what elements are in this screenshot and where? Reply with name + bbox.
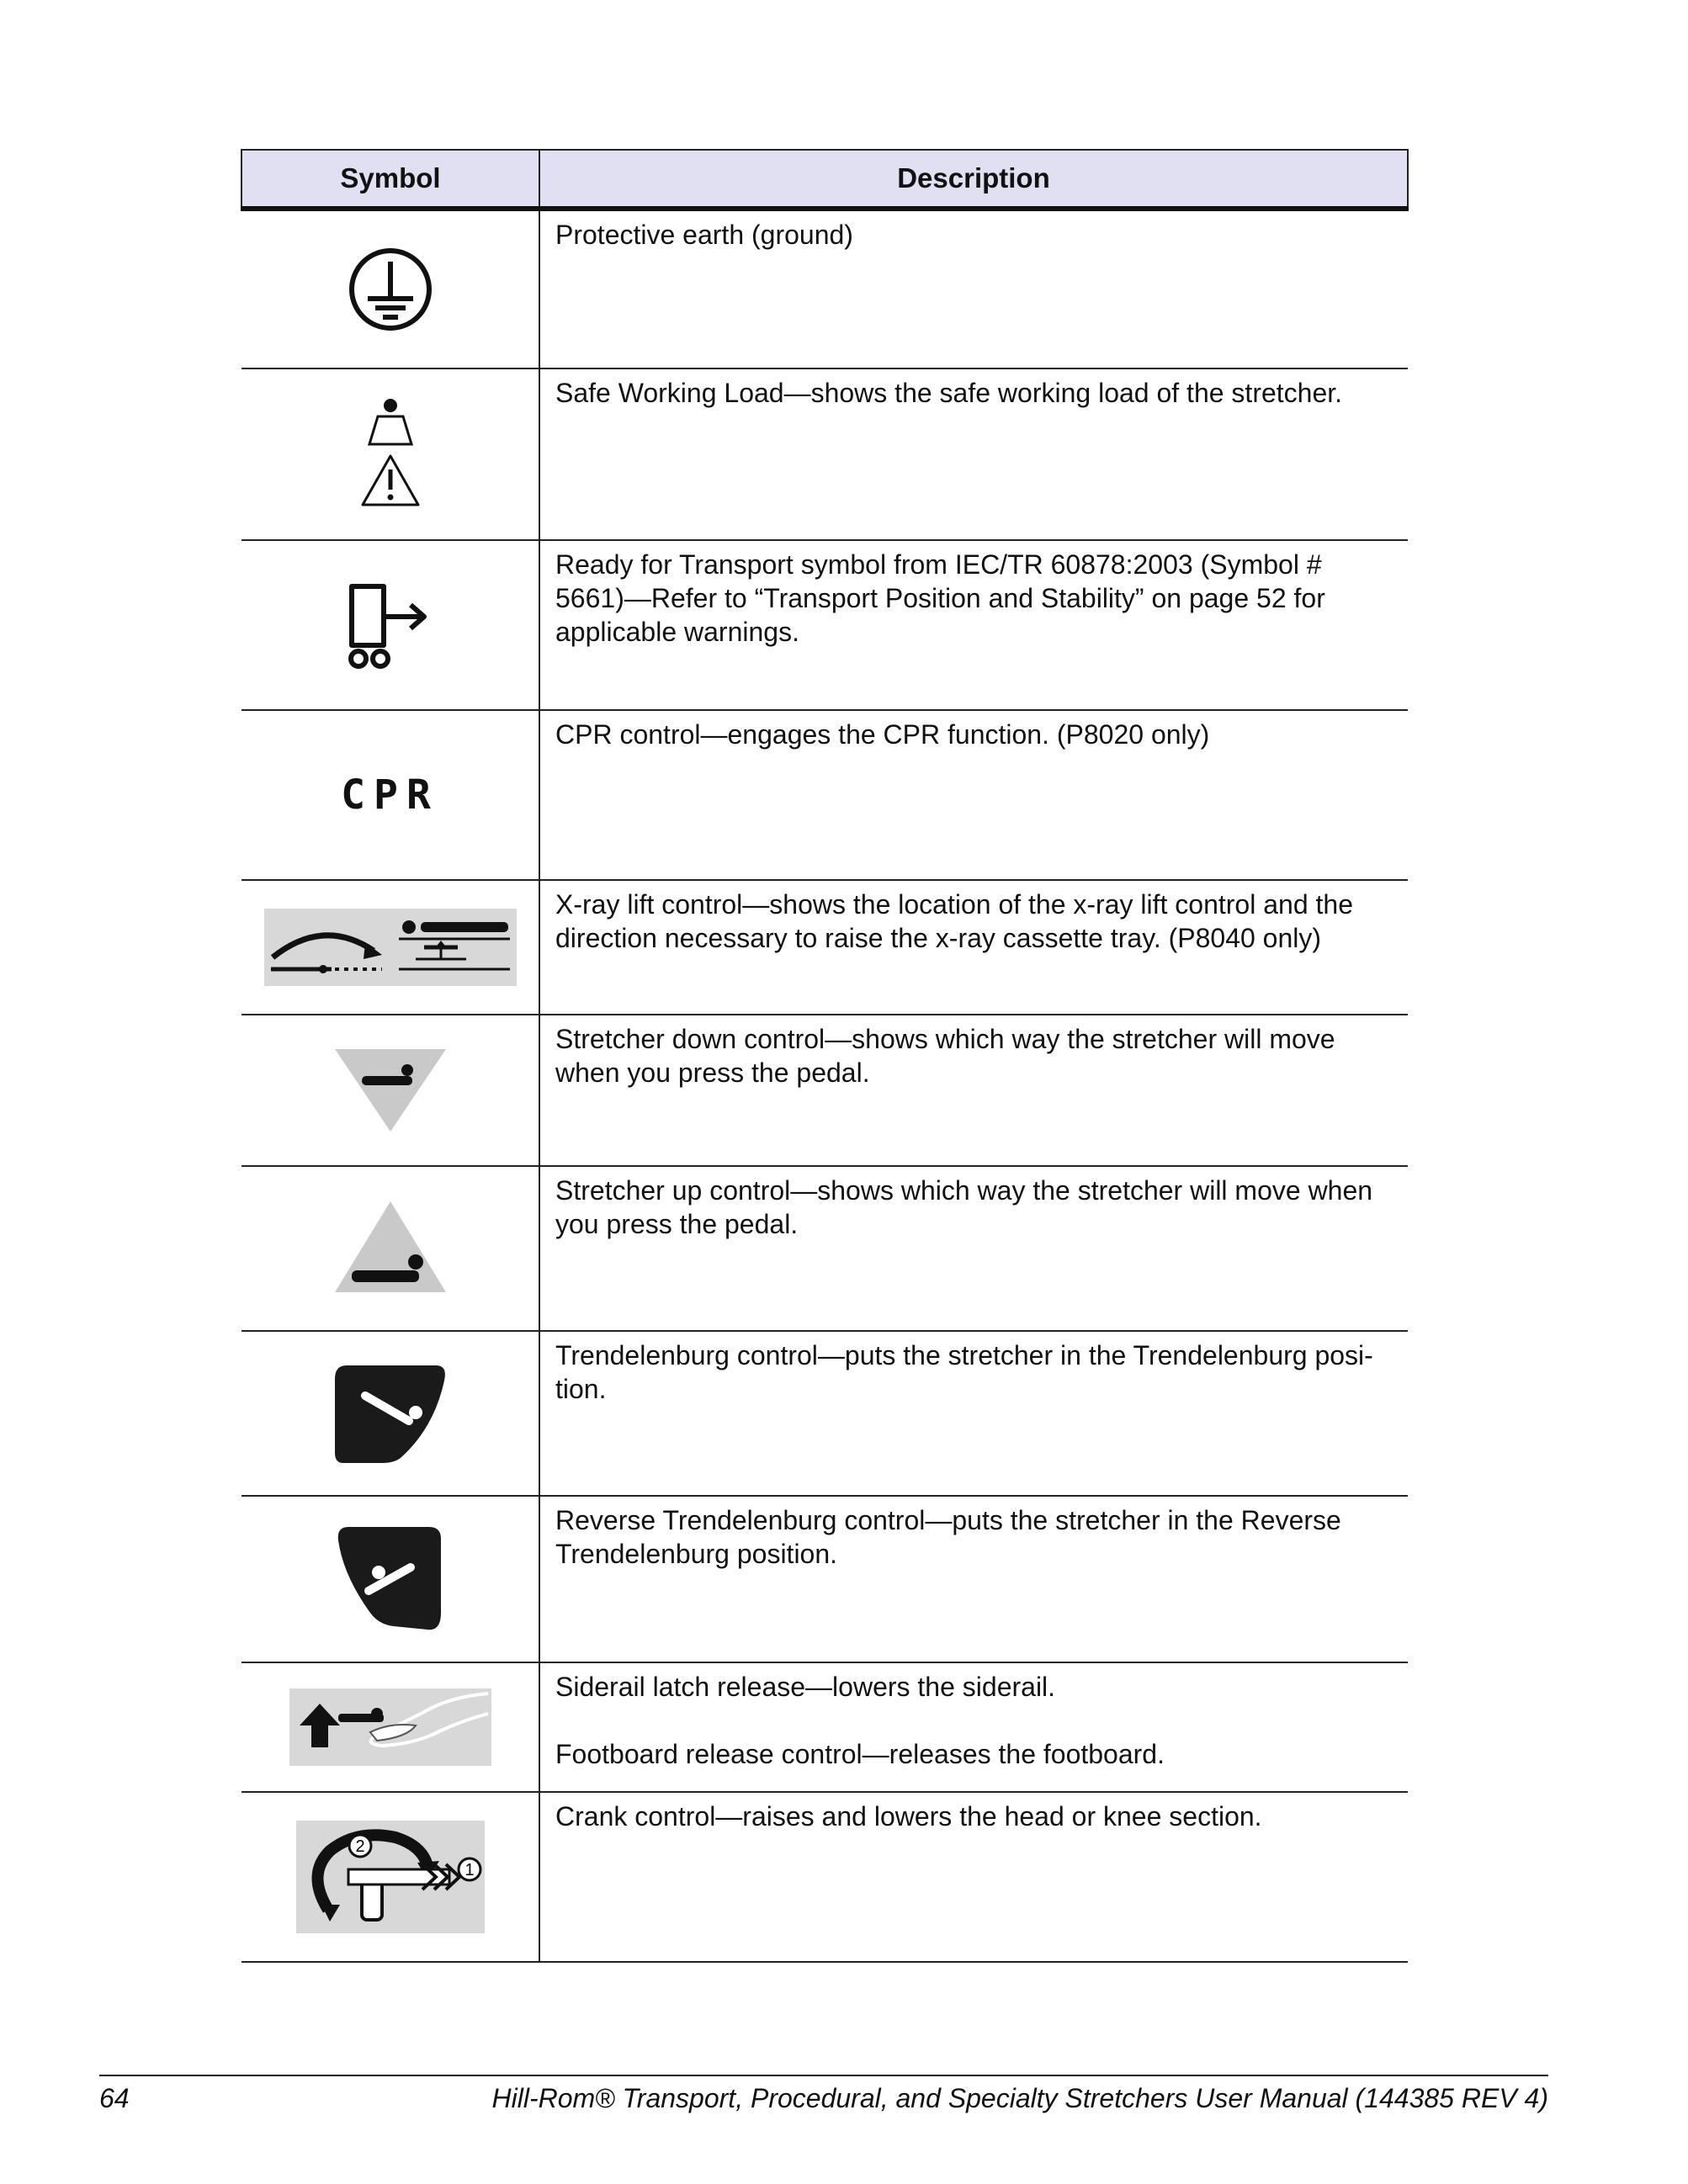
symbol-column-header: Symbol bbox=[242, 150, 539, 209]
stretcher-up-icon bbox=[332, 1198, 449, 1299]
row-description: Ready for Transport symbol from IEC/TR 60878:2003 (Symbol # 5661)—Refer to “Transport Position and Stability” on page 52 for applicable warnings. bbox=[555, 549, 1325, 647]
crank-control-icon bbox=[296, 1821, 485, 1933]
table-row bbox=[242, 1662, 1408, 1792]
row-description: Siderail latch release—lowers the siderail. bbox=[555, 1672, 1056, 1702]
trendelenburg-icon bbox=[332, 1359, 449, 1468]
footer-divider bbox=[99, 2075, 1548, 2076]
table-row bbox=[242, 540, 1408, 710]
stretcher-down-icon bbox=[332, 1044, 449, 1137]
table-row bbox=[242, 880, 1408, 1015]
safe-working-load-icon bbox=[353, 395, 428, 513]
reverse-trendelenburg-icon bbox=[332, 1520, 449, 1638]
x-ray-lift-icon bbox=[264, 909, 517, 986]
symbol-table bbox=[241, 149, 1409, 1963]
table-row bbox=[242, 368, 1408, 540]
row-description: X-ray lift control—shows the location of the x-ray lift control and the direction necessary to raise the x-ray cassette tray. (P8040 only) bbox=[555, 889, 1353, 953]
row-description: Trendelenburg control—puts the stretcher in the Trendelenburg posi-tion. bbox=[555, 1340, 1373, 1404]
table-row bbox=[242, 1015, 1408, 1166]
document-title: Hill-Rom® Transport, Procedural, and Specialty Stretchers User Manual (144385 REV 4) bbox=[491, 2083, 1548, 2113]
row-description: Stretcher up control—shows which way the stretcher will move when you press the pedal. bbox=[555, 1175, 1373, 1239]
crank-step-2-label: 2 bbox=[354, 1837, 365, 1856]
table-header-row bbox=[242, 150, 1408, 209]
cpr-control-icon: CPR bbox=[341, 771, 439, 819]
row-description: Reverse Trendelenburg control—puts the stretcher in the Reverse Trendelenburg position. bbox=[555, 1505, 1341, 1569]
crank-step-1-label: 1 bbox=[464, 1861, 475, 1879]
table-row bbox=[242, 1331, 1408, 1496]
siderail-latch-release-icon bbox=[289, 1688, 491, 1766]
table-row bbox=[242, 710, 1408, 880]
table-row bbox=[242, 1166, 1408, 1331]
table-row bbox=[242, 1496, 1408, 1662]
page-number: 64 bbox=[99, 2083, 130, 2113]
row-description: Footboard release control—releases the footboard. bbox=[555, 1739, 1165, 1769]
protective-earth-icon bbox=[344, 243, 437, 336]
row-description: Crank control—raises and lowers the head or knee section. bbox=[555, 1801, 1262, 1831]
table-row bbox=[242, 209, 1408, 368]
row-description: CPR control—engages the CPR function. (P8020 only) bbox=[555, 719, 1210, 750]
table-row bbox=[242, 1792, 1408, 1962]
row-description: Stretcher down control—shows which way the stretcher will move when you press the pedal. bbox=[555, 1024, 1335, 1088]
row-description: Safe Working Load—shows the safe working load of the stretcher. bbox=[555, 378, 1343, 408]
ready-for-transport-icon bbox=[340, 575, 441, 676]
row-description: Protective earth (ground) bbox=[555, 220, 853, 250]
description-column-header: Description bbox=[539, 150, 1408, 209]
